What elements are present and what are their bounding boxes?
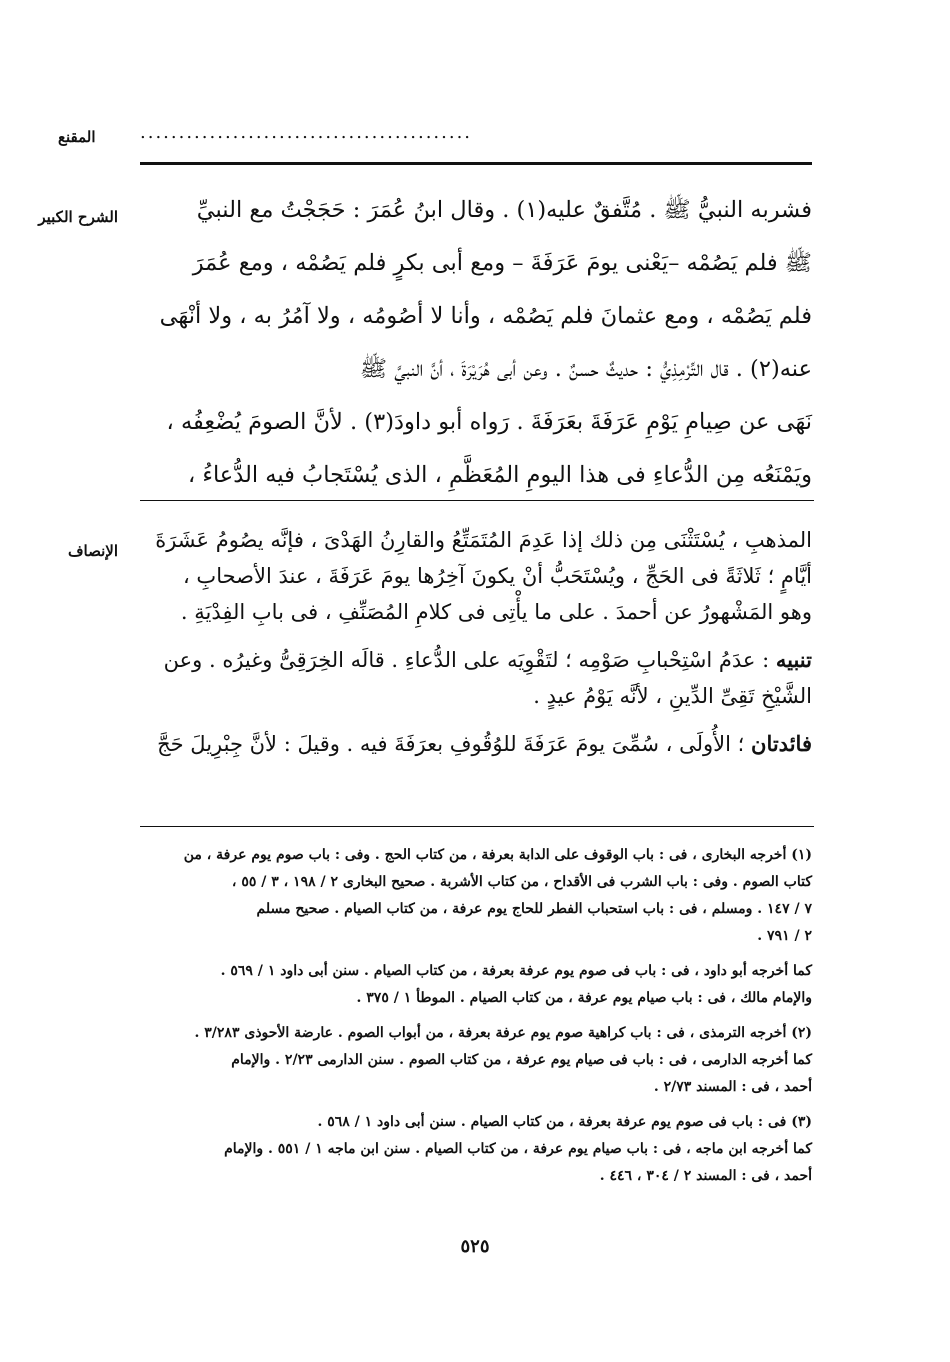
page-number: ٥٢٥ xyxy=(460,1236,490,1257)
sharh-line: فشربه النبيُّ ﷺ . مُتَّفقٌ عليه(١) . وقال ابنُ عُمَرَ : حَجَجْتُ مع النبيِّ xyxy=(196,197,812,223)
footnote-line: (٢) أخرجه الترمذى ، فى : باب كراهية صوم يوم عرفة بعرفة ، من أبواب الصوم . عارضة الأحوذى ٣/٢٨٣ . xyxy=(194,1025,812,1041)
sharh-line: ويَمْنَعُه مِن الدُّعاءِ فى هذا اليومِ المُعَظَّمِ ، الذى يُسْتَجابُ فيه الدُّعاءُ ، xyxy=(187,462,812,488)
footnote-line: كما أخرجه ابن ماجه ، فى : باب صيام يوم عرفة ، من كتاب الصيام . سنن ابن ماجه ١ / ٥٥١ . والإمام xyxy=(224,1141,812,1157)
footnote-line: ٧ / ١٤٧ . ومسلم ، فى : باب استحباب الفطر للحاج يوم عرفة ، من كتاب الصيام . صحيح مسلم xyxy=(256,901,812,917)
sharh-line: فلم يَصُمْه ، ومع عثمانَ فلم يَصُمْه ، وأنا لا أصُومُه ، ولا آمُرُ به ، ولا أنْهَى xyxy=(159,303,812,329)
footnote-line: والإمام مالك ، فى : باب صيام يوم عرفة ، من كتاب الصيام . الموطأ ١ / ٣٧٥ . xyxy=(356,990,812,1006)
header-dotted-leader: ........................................... xyxy=(140,122,473,143)
footnote-line: (٣) فى : باب فى صوم يوم عرفة بعرفة ، من كتاب الصيام . سنن أبى داود ١ / ٥٦٨ . xyxy=(317,1114,812,1130)
footnote-line: كتاب الصوم . وفى : باب الشرب فى الأقداح ، من كتاب الأشربة . صحيح البخارى ٢ / ١٩٨ ، ٣ / ٥٥ ، xyxy=(231,874,812,890)
tanbih-line: الشَّيْخِ تَقِىِّ الدِّينِ ، لأنَّه يَوْمُ عيدٍ . xyxy=(533,684,812,708)
tanbih-text: : عدَمُ اسْتِحْبابِ صَوْمِه ؛ لتَقْوِيَه على الدُّعاءِ . قالَه الخِرَقِىُّ وغيرُه . وعن xyxy=(163,648,770,672)
sharh-line: ﷺ فلم يَصُمْه –يَعْنى يومَ عَرَفَةَ – ومع أبى بكرٍ فلم يَصُمْه ، ومع عُمَرَ xyxy=(192,250,812,276)
footnotes xyxy=(136,842,812,1190)
insaf-line: وهو المَشْهورُ عن أحمدَ . على ما يأْتِى فى كلامِ المُصَنِّفِ ، فى بابِ الفِدْيَةِ . xyxy=(180,600,812,624)
faidatan-label: فائدتان xyxy=(751,731,812,756)
footnote-line: أحمد ، فى : المسند ٢/٧٣ . xyxy=(653,1079,812,1095)
footnote-1-continued xyxy=(136,958,812,1012)
footnote-line: كما أخرجه أبو داود ، فى : باب فى صوم يوم عرفة بعرفة ، من كتاب الصيام . سنن أبى داود ١ / ٥٦٩ . xyxy=(220,963,812,979)
footnote-1 xyxy=(136,842,812,950)
tanbih-line xyxy=(136,642,812,678)
insaf-line: المذهبِ ، يُسْتَثْنَى مِن ذلك إذا عَدِمَ المُتَمَتِّعُ والقارِنُ الهَدْىَ ، فإنَّه يصُومُ عَشَرَةَ xyxy=(155,528,812,552)
margin-label-sharh: الشرح الكبير xyxy=(38,208,118,226)
footnote-line: أحمد ، فى : المسند ٢ / ٣٠٤ ، ٤٤٦ . xyxy=(599,1168,812,1184)
sharh-line: نَهَى عن صِيامِ يَوْمِ عَرَفَةَ بعَرَفَةَ . رَواه أبو داودَ(٣) . لأنَّ الصومَ يُضْعِفُه ، xyxy=(166,409,812,435)
sharh-text xyxy=(136,184,812,502)
footnote-line: ٢ / ٧٩١ . xyxy=(757,928,812,944)
header-rule xyxy=(140,162,812,165)
footnote-divider xyxy=(140,826,814,827)
footnote-line: كما أخرجه الدارمى ، فى : باب فى صيام يوم عرفة ، من كتاب الصوم . سنن الدارمى ٢/٢٣ . والإمام xyxy=(231,1052,812,1068)
sharh-line: عنه(٢) . قال التِّرْمِذِيُّ : حديثٌ حسنٌ . وعن أبى هُرَيْرَةَ ، أنَّ النبيَّ ﷺ xyxy=(359,356,812,382)
faidatan-text: ؛ الأُولَى ، سُمِّىَ يومَ عَرَفَةَ للوُقُوفِ بعرَفَةَ فيه . وقيلَ : لأنَّ جِبْرِيلَ حَجَّ xyxy=(157,732,745,756)
footnote-3 xyxy=(136,1109,812,1190)
footnote-2 xyxy=(136,1020,812,1101)
footnote-line: (١) أخرجه البخارى ، فى : باب الوقوف على الدابة بعرفة ، من كتاب الحج . وفى : باب صوم يوم عرفة ، من xyxy=(183,847,812,863)
running-header-title: المقنع xyxy=(58,128,96,146)
faidatan-line xyxy=(136,726,812,762)
insaf-line: أيَّامٍ ؛ ثَلاثَةً فى الحَجِّ ، ويُسْتَحَبُّ أنْ يكونَ آخِرُها يومَ عَرَفَةَ ، عندَ الأصحابِ ، xyxy=(182,564,812,588)
margin-label-insaf: الإنصاف xyxy=(67,542,118,560)
insaf-text xyxy=(136,522,812,762)
tanbih-label: تنبيه xyxy=(775,647,812,672)
section-divider xyxy=(140,500,814,501)
